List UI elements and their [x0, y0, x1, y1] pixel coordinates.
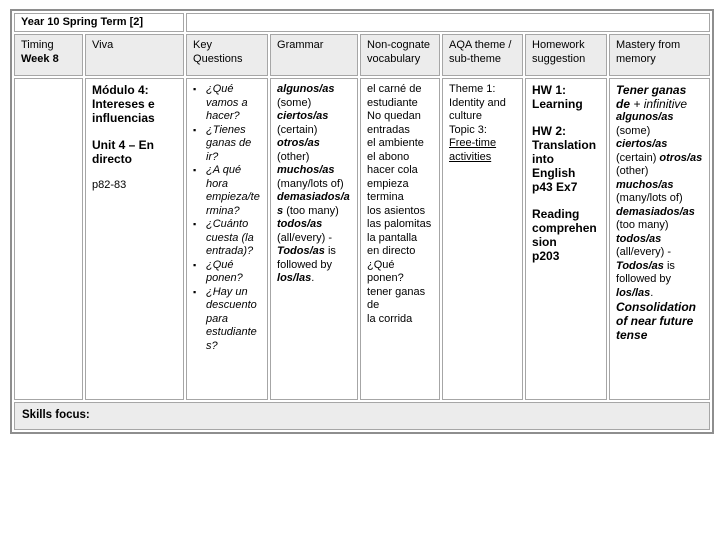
text-segment: todos/as — [277, 218, 323, 230]
vocab-item: las palomitas — [367, 218, 432, 230]
header-timing-label: Timing — [21, 39, 54, 51]
vocab-item: empieza — [367, 177, 409, 190]
header-key-questions: Key Questions — [186, 34, 268, 76]
text-segment: algunos/as — [616, 111, 674, 123]
vocab-item: ¿Qué ponen? — [367, 258, 404, 284]
table-title: Year 10 Spring Term [2] — [21, 16, 144, 28]
vocab-item: hacer cola — [367, 164, 418, 176]
hw-item-line: p203 — [532, 249, 560, 263]
text-segment: Consolidation of near future tense — [616, 300, 697, 342]
text-segment: otros/as — [277, 137, 320, 149]
vocab-item: los asientos — [367, 204, 426, 217]
cell-mastery — [609, 78, 710, 400]
title-row-empty-cell — [186, 13, 710, 32]
text-segment: (many/lots of) — [277, 177, 344, 190]
hw-item — [532, 207, 600, 263]
vocab-item: en directo — [367, 245, 416, 257]
text-segment: otros/as — [659, 151, 703, 164]
header-mastery: Mastery from memory — [609, 34, 710, 76]
kq-item: ▪ ¿Hay un descuento para estudiantes? — [193, 286, 261, 354]
header-theme: AQA theme / sub-theme — [442, 34, 523, 76]
text-segment: muchos/as — [616, 178, 674, 191]
kq-item: ▪ ¿Qué ponen? — [193, 259, 261, 286]
homework-list — [532, 83, 600, 263]
text-segment: is followed by — [277, 245, 336, 271]
hw-item — [532, 124, 600, 194]
text-segment: + infinitive — [630, 97, 688, 111]
text-segment: demasiados/as — [616, 205, 695, 218]
text-segment: (all/every) - — [277, 231, 333, 244]
text-segment: demasiados/as — [277, 191, 350, 217]
text-segment: muchos/as — [277, 164, 335, 176]
cell-key-questions — [186, 78, 268, 400]
kq-item: ▪ ¿Tienes ganas de ir? — [193, 124, 261, 165]
cell-vocabulary — [360, 78, 440, 400]
text-segment: todos/as — [616, 232, 662, 245]
hw-item — [532, 83, 600, 111]
header-timing — [14, 34, 83, 76]
kq-item: ▪ ¿Qué vamos a hacer? — [193, 83, 261, 124]
grammar-paragraph — [277, 83, 351, 286]
text-segment: (many/lots of) — [616, 192, 683, 204]
text-segment: los/las — [277, 272, 312, 284]
title-row — [14, 13, 710, 32]
header-homework: Homework suggestion — [525, 34, 607, 76]
vocab-item: la corrida — [367, 312, 413, 325]
vocab-item: tener ganas de — [367, 285, 426, 311]
text-segment: (other) — [616, 165, 649, 177]
kq-item: ▪ ¿Cuánto cuesta (la entrada)? — [193, 218, 261, 259]
key-questions-list — [193, 83, 261, 353]
skills-focus-cell — [14, 402, 710, 430]
header-week-label: Week 8 — [21, 52, 59, 65]
vocab-item: No quedan entradas — [367, 110, 421, 136]
text-segment: (some) — [616, 124, 651, 137]
text-segment: ciertos/as — [277, 110, 329, 122]
free-time-activities-link[interactable]: Free-time activities — [449, 137, 497, 163]
vocab-item: el abono — [367, 150, 410, 163]
vocabulary-list — [367, 83, 433, 326]
text-segment: los/las — [616, 286, 651, 299]
vocab-item: la pantalla — [367, 231, 418, 244]
text-segment: (too many) — [283, 204, 339, 217]
text-segment: ciertos/as — [616, 138, 668, 150]
vocab-item: el ambiente — [367, 137, 424, 149]
cell-grammar — [270, 78, 358, 400]
skills-row — [14, 402, 710, 430]
hw-item-line: HW 1: Learning — [532, 83, 583, 111]
header-vocabulary: Non-cognate vocabulary — [360, 34, 440, 76]
text-segment: (certain) — [277, 123, 318, 136]
hw-item-line: HW 2: Translation into English — [532, 124, 597, 180]
header-row — [14, 34, 710, 76]
mastery-grammar-paragraph — [616, 111, 703, 300]
vocab-item: el carné de estudiante — [367, 83, 422, 109]
kq-item: ▪ ¿A qué hora empieza/termina? — [193, 164, 261, 218]
topic-line — [449, 124, 516, 165]
text-segment: Todos/as — [616, 259, 664, 272]
cell-viva — [85, 78, 184, 400]
text-segment: Tener ganas de — [616, 83, 687, 111]
mastery-outro — [616, 300, 703, 342]
cell-homework — [525, 78, 607, 400]
text-segment: . — [311, 272, 315, 284]
text-segment: Todos/as — [277, 245, 325, 257]
text-segment: is followed by — [616, 259, 675, 285]
viva-pages: p82-83 — [92, 179, 127, 191]
theme-line: Theme 1: Identity and culture — [449, 83, 506, 122]
scheme-of-work-table — [10, 9, 714, 434]
header-viva: Viva — [85, 34, 184, 76]
mastery-intro — [616, 83, 703, 111]
text-segment: (other) — [277, 150, 310, 163]
content-row — [14, 78, 710, 400]
header-grammar: Grammar — [270, 34, 358, 76]
text-segment: (certain) — [616, 151, 660, 164]
text-segment: (too many) — [616, 219, 669, 231]
topic-prefix: Topic 3: — [449, 123, 487, 136]
cell-theme — [442, 78, 523, 400]
hw-item-line: Reading comprehension — [532, 207, 597, 249]
table-title-cell — [14, 13, 184, 32]
text-segment: . — [650, 286, 654, 299]
viva-module-title: Módulo 4: Intereses e influencias — [92, 83, 155, 125]
skills-focus-label: Skills focus: — [22, 409, 90, 421]
text-segment: algunos/as — [277, 83, 335, 95]
hw-item-line: p43 Ex7 — [532, 180, 578, 194]
cell-timing — [14, 78, 83, 400]
viva-unit-title: Unit 4 – En directo — [92, 138, 155, 166]
text-segment: (some) — [277, 96, 312, 109]
vocab-item: termina — [367, 191, 404, 203]
text-segment: (all/every) - — [616, 246, 672, 258]
